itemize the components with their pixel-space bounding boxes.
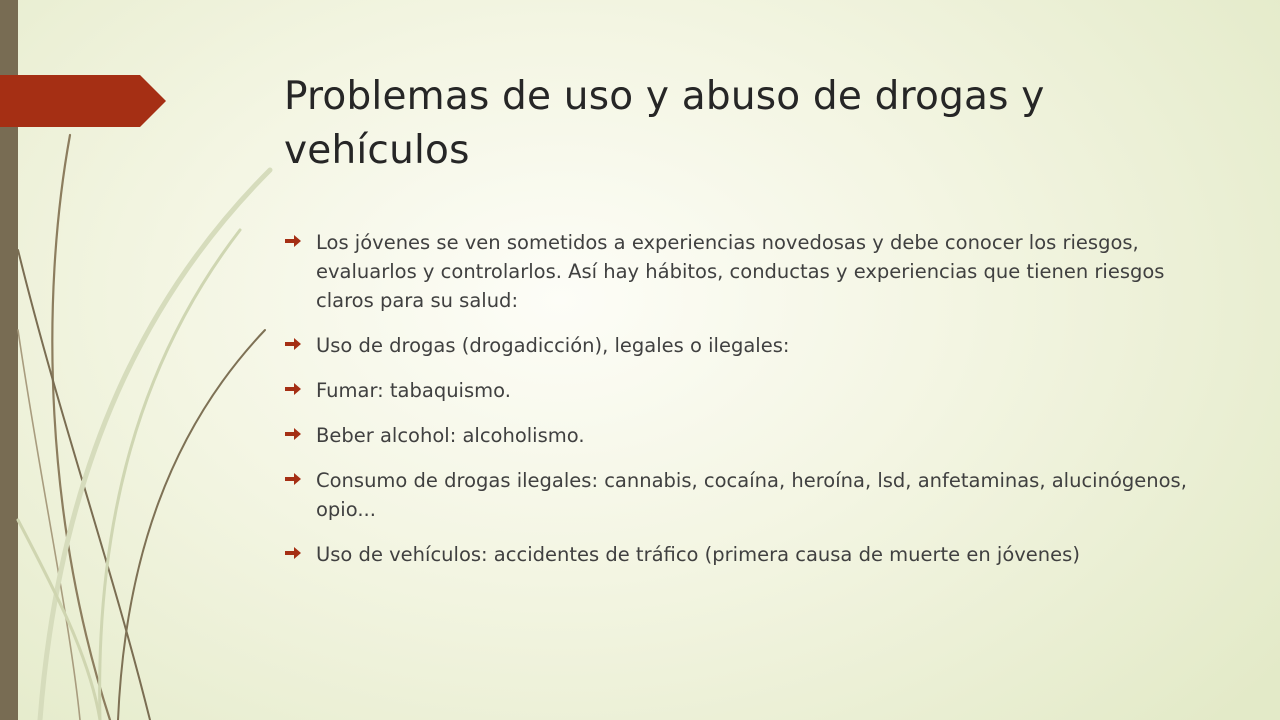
bullet-text: Beber alcohol: alcoholismo. <box>316 424 585 447</box>
slide-title: Problemas de uso y abuso de drogas y vehículos <box>284 74 1045 173</box>
list-item <box>284 421 1214 450</box>
bullet-text: Consumo de drogas ilegales: cannabis, cocaína, heroína, lsd, anfetaminas, alucinógenos, opio... <box>316 469 1187 521</box>
bullet-text: Uso de vehículos: accidentes de tráfico (primera causa de muerte en jóvenes) <box>316 543 1080 566</box>
bullet-text: Fumar: tabaquismo. <box>316 379 511 402</box>
arrow-right-icon <box>285 338 301 350</box>
arrow-right-icon <box>285 547 301 559</box>
list-item <box>284 376 1214 405</box>
arrow-right-icon <box>285 428 301 440</box>
bullet-text: Los jóvenes se ven sometidos a experiencias novedosas y debe conocer los riesgos, evaluarlos y controlarlos. Así hay hábitos, conductas y experiencias que tienen riesgos claros para su salud: <box>316 231 1165 312</box>
chevron-banner-icon <box>0 75 166 127</box>
list-item <box>284 466 1214 524</box>
bullet-list <box>284 228 1214 585</box>
list-item <box>284 228 1214 315</box>
list-item <box>284 331 1214 360</box>
arrow-right-icon <box>285 473 301 485</box>
arrow-right-icon <box>285 235 301 247</box>
bullet-text: Uso de drogas (drogadicción), legales o ilegales: <box>316 334 790 357</box>
list-item <box>284 540 1214 569</box>
arrow-right-icon <box>285 383 301 395</box>
